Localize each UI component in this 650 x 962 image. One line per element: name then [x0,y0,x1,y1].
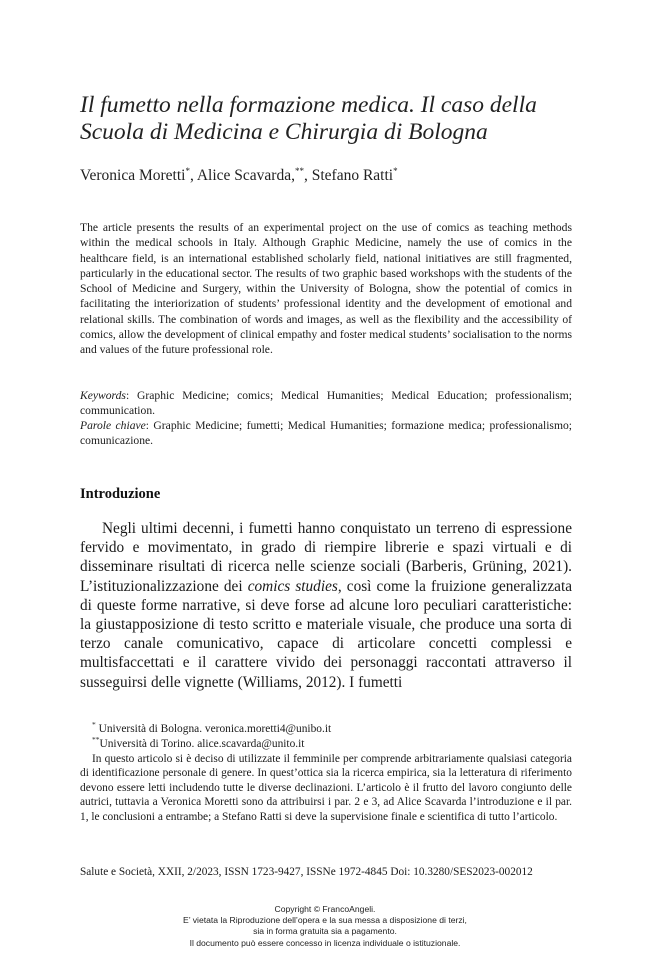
body-paragraph [80,519,572,692]
article-title [80,92,600,146]
copyright-line: Copyright © FrancoAngeli. [274,904,376,914]
title-line-2: Scuola di Medicina e Chirurgia di Bologna [80,119,488,145]
footnote-affiliation-1 [92,722,331,736]
author-list [80,166,398,186]
keywords [80,388,572,419]
copyright-notice [0,904,650,949]
author-name: Alice Scavarda, [196,167,295,184]
footnote-text: Università di Torino. alice.scavarda@unito.it [99,738,305,750]
parole-chiave-label: Parole chiave [80,419,146,432]
title-line-1: Il fumetto nella formazione medica. Il caso della [80,92,537,118]
body-text-part-1: Negli ultimi decenni, i fumetti hanno conquistato un terreno di espressione fervido e movimentato, in grado di riempire librerie e spazi virtuali e di disseminare risultati di ricerca nelle scienze sociali (Barberis, Grüning, 2021). L’istituzionalizzazione dei [80,520,572,595]
footnote-paragraph: In questo articolo si è deciso di utilizzate il femminile per comprende arbitrariamente qualsiasi categoria di identificazione personale di genere. In quest’ottica sia la ricerca empirica, sia la letteratura di riferimento devono essere letti includendo tutte le diverse declinazioni. L’articolo è il frutto del lavoro congiunto delle autrici, tuttavia a Veronica Moretti sono da attribuirsi i par. 2 e 3, ad Alice Scavarda l’introduzione e il par. 1, le conclusioni a entrambe; a Stefano Ratti si deve la supervisione finale e scientifica di tutto l’articolo. [80,753,572,823]
footnote-mark: * [92,720,96,730]
author-name: Stefano Ratti [311,167,394,184]
keywords-text: : Graphic Medicine; comics; Medical Humanities; Medical Education; professionalism; communication. [80,389,572,418]
abstract: The article presents the results of an experimental project on the use of comics as teaching methods within the medical schools in Italy. Although Graphic Medicine, namely the use of comics in the healthcare field, is an international established scholarly field, national initiatives are still fragmented, particularly in the educational sector. The results of two graphic based workshops with the students of the School of Medicine and Surgery, within the University of Bologna, show the potential of comics in facilitating the interiorization of students’ professional identity and the development of emotional and relational skills. The combination of words and images, as well as the flexibility and the accessibility of comics, allow the development of clinical empathy and foster medical students’ socialisation to the norms and values of the future professional role. [80,221,572,357]
author-affiliation-mark: ** [294,165,304,176]
parole-chiave-text: : Graphic Medicine; fumetti; Medical Humanities; formazione medica; professionalismo; comunicazione. [80,419,572,448]
author-separator: , [303,167,312,184]
footnote-mark: ** [92,735,100,745]
keywords-label: Keywords [80,389,126,402]
journal-citation: Salute e Società, XXII, 2/2023, ISSN 1723-9427, ISSNe 1972-4845 Doi: 10.3280/SES2023-002012 [80,866,533,878]
body-text-part-2: , così come la fruizione generalizzata di queste forme narrative, si deve forse ad alcune loro peculiari caratteristiche: la giustapposizione di testo scritto e materiale visuale, che produce una sorta di terzo canale comunicativo, capace di articolare concetti complessi e multisfaccettati e il carattere vivido dei personaggi raccontati attraverso il susseguirsi delle vignette (Williams, 2012). I fumetti [80,577,573,691]
copyright-line: Il documento può essere concesso in licenza individuale o istituzionale. [189,937,461,948]
parole-chiave [80,418,572,449]
author-name: Veronica Moretti [80,167,186,184]
footnote-affiliation-2 [92,737,304,751]
footnote-text: Università di Bologna. veronica.moretti4@unibo.it [95,723,332,735]
section-heading: Introduzione [80,486,161,502]
author-affiliation-mark: * [185,165,190,176]
copyright-line: E’ vietata la Riproduzione dell’opera e la sua messa a disposizione di terzi, [183,915,467,926]
author-affiliation-mark: * [393,165,398,176]
body-italic-term: comics studies [247,577,338,595]
copyright-line: sia in forma gratuita sia a pagamento. [253,926,397,937]
author-separator: , [189,167,197,184]
